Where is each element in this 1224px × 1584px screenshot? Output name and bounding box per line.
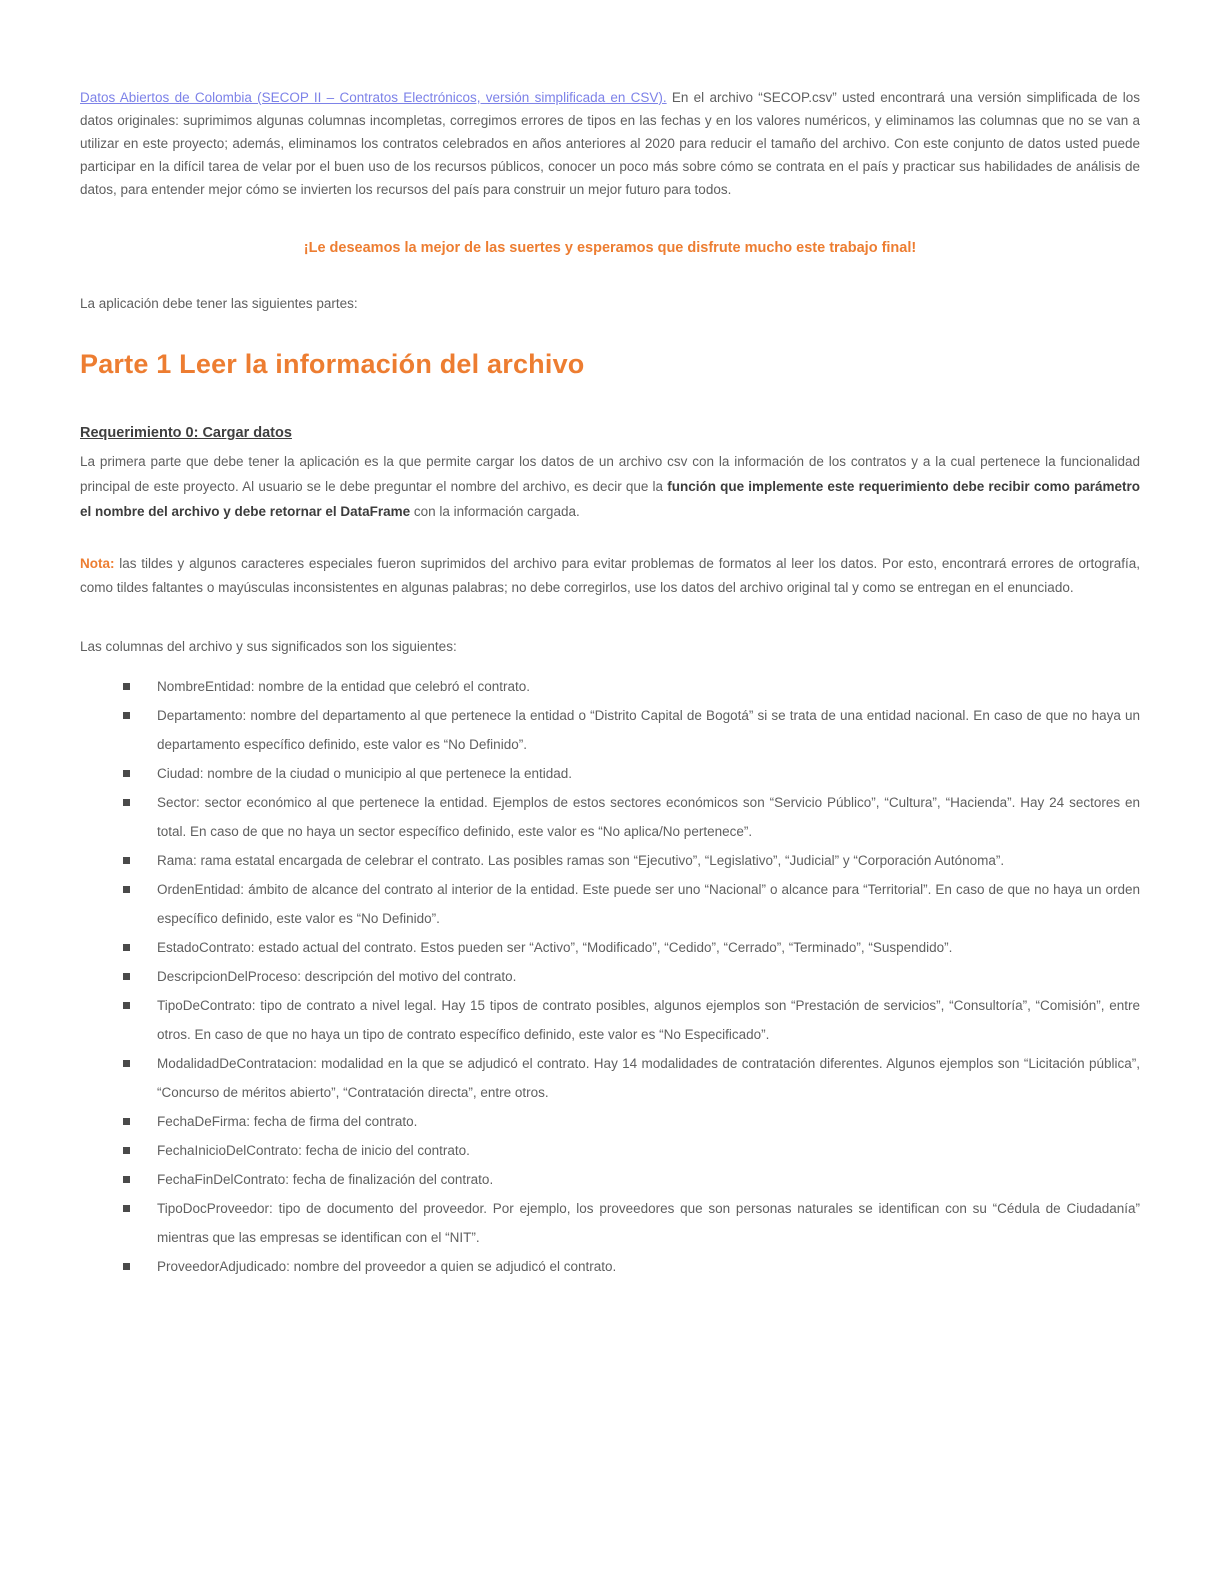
nota-paragraph bbox=[80, 552, 1140, 600]
column-item-ciudad: Ciudad: nombre de la ciudad o municipio al que pertenece la entidad. bbox=[120, 759, 1140, 788]
dataset-link[interactable]: Datos Abiertos de Colombia (SECOP II – Contratos Electrónicos, versión simplificada en CSV). bbox=[80, 90, 667, 105]
column-item-fecha-de-firma: FechaDeFirma: fecha de firma del contrato. bbox=[120, 1107, 1140, 1136]
nota-text: las tildes y algunos caracteres especiales fueron suprimidos del archivo para evitar problemas de formatos al leer los datos. Por esto, encontrará errores de ortografía, como tildes faltantes o mayúsculas inconsistentes en algunas palabras; no debe corregirlos, use los datos del archivo original tal y como se entregan en el enunciado. bbox=[80, 556, 1140, 595]
column-item-departamento: Departamento: nombre del departamento al que pertenece la entidad o “Distrito Capital de Bogotá” si se trata de una entidad nacional. En caso de que no haya un departamento específico definido, este valor es “No Definido”. bbox=[120, 701, 1140, 759]
intro-text: En el archivo “SECOP.csv” usted encontrará una versión simplificada de los datos originales: suprimimos algunas columnas incompletas, corregimos errores de tipos en las fechas y en los valores numéricos, y eliminamos las columnas que no se van a utilizar en este proyecto; además, eliminamos los contratos celebrados en años anteriores al 2020 para reducir el tamaño del archivo. Con este conjunto de datos usted puede participar en la difícil tarea de velar por el buen uso de los recursos públicos, conocer un poco más sobre cómo se contrata en el país y practicar sus habilidades de análisis de datos, para entender mejor cómo se invierten los recursos del país para construir un mejor futuro para todos. bbox=[80, 90, 1140, 197]
column-item-modalidad-de-contratacion: ModalidadDeContratacion: modalidad en la que se adjudicó el contrato. Hay 14 modalidades de contratación diferentes. Algunos ejemplos son “Licitación pública”, “Concurso de méritos abierto”, “Contratación directa”, entre otros. bbox=[120, 1049, 1140, 1107]
column-item-descripcion-del-proceso: DescripcionDelProceso: descripción del motivo del contrato. bbox=[120, 962, 1140, 991]
column-item-rama: Rama: rama estatal encargada de celebrar el contrato. Las posibles ramas son “Ejecutivo”, “Legislativo”, “Judicial” y “Corporación Autónoma”. bbox=[120, 846, 1140, 875]
column-item-sector: Sector: sector económico al que pertenece la entidad. Ejemplos de estos sectores económicos son “Servicio Público”, “Cultura”, “Hacienda”. Hay 24 sectores en total. En caso de que no haya un sector específico definido, este valor es “No aplica/No pertenece”. bbox=[120, 788, 1140, 846]
requirement0-heading: Requerimiento 0: Cargar datos bbox=[80, 425, 292, 441]
column-item-tipo-doc-proveedor: TipoDocProveedor: tipo de documento del proveedor. Por ejemplo, los proveedores que son personas naturales se identifican con su “Cédula de Ciudadanía” mientras que las empresas se identifican con el “NIT”. bbox=[120, 1194, 1140, 1252]
column-item-tipo-de-contrato: TipoDeContrato: tipo de contrato a nivel legal. Hay 15 tipos de contrato posibles, algunos ejemplos son “Prestación de servicios”, “Consultoría”, “Comisión”, entre otros. En caso de que no haya un tipo de contrato específico definido, este valor es “No Especificado”. bbox=[120, 991, 1140, 1049]
requirement0-text-post: con la información cargada. bbox=[410, 504, 580, 519]
part1-title: Parte 1 Leer la información del archivo bbox=[80, 349, 585, 379]
requirement0-text-bold: función que implemente este requerimiento debe recibir como parámetro el nombre del archivo y debe retornar el DataFrame bbox=[80, 479, 1140, 519]
nota-label: Nota: bbox=[80, 556, 115, 571]
column-item-proveedor-adjudicado: ProveedorAdjudicado: nombre del proveedor a quien se adjudicó el contrato. bbox=[120, 1252, 1140, 1281]
wish-line: ¡Le deseamos la mejor de las suertes y esperamos que disfrute mucho este trabajo final! bbox=[303, 240, 917, 256]
column-item-nombre-entidad: NombreEntidad: nombre de la entidad que celebró el contrato. bbox=[120, 672, 1140, 701]
app-parts-line: La aplicación debe tener las siguientes partes: bbox=[80, 296, 358, 311]
column-item-fecha-fin-del-contrato: FechaFinDelContrato: fecha de finalización del contrato. bbox=[120, 1165, 1140, 1194]
requirement0-text-pre: La primera parte que debe tener la aplicación es la que permite cargar los datos de un archivo csv con la información de los contratos y a la cual pertenece la funcionalidad principal de este proyecto. Al usuario se le debe preguntar el nombre del archivo, es decir que la bbox=[80, 454, 1140, 494]
columns-intro-line: Las columnas del archivo y sus significados son los siguientes: bbox=[80, 639, 457, 654]
column-item-orden-entidad: OrdenEntidad: ámbito de alcance del contrato al interior de la entidad. Este puede ser uno “Nacional” o alcance para “Territorial”. En caso de que no haya un orden específico definido, este valor es “No Definido”. bbox=[120, 875, 1140, 933]
column-item-estado-contrato: EstadoContrato: estado actual del contrato. Estos pueden ser “Activo”, “Modificado”, “Cedido”, “Cerrado”, “Terminado”, “Suspendido”. bbox=[120, 933, 1140, 962]
column-item-fecha-inicio-del-contrato: FechaInicioDelContrato: fecha de inicio del contrato. bbox=[120, 1136, 1140, 1165]
columns-list bbox=[80, 672, 1140, 1281]
requirement0-paragraph bbox=[80, 449, 1140, 524]
intro-paragraph bbox=[80, 86, 1140, 201]
